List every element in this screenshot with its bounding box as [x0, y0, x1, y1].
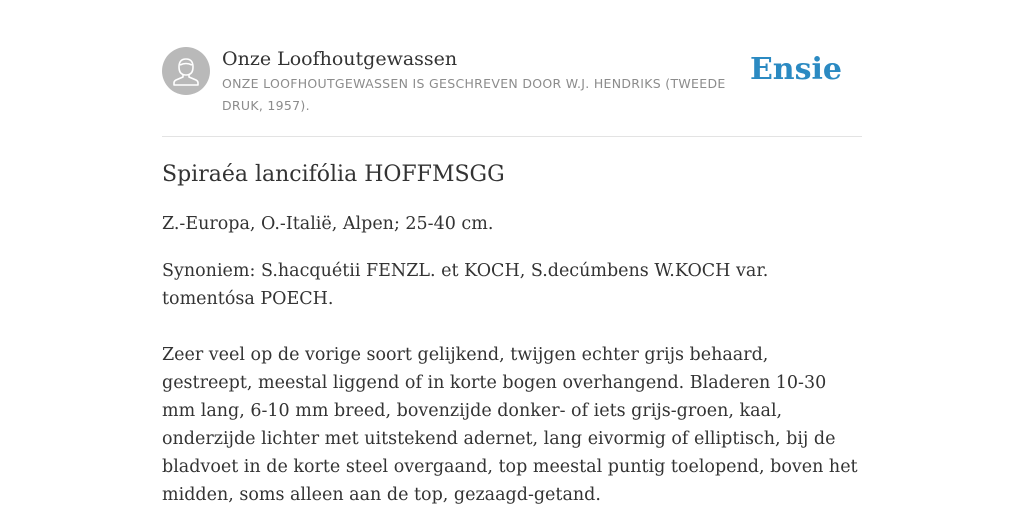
book-header	[162, 46, 862, 137]
brand-logo[interactable]: Ensie	[749, 52, 842, 87]
entry-origin: Z.-Europa, O.-Italië, Alpen; 25-40 cm.	[162, 214, 494, 234]
book-description: ONZE LOOFHOUTGEWASSEN IS GESCHREVEN DOOR W.J. HENDRIKS (TWEEDE DRUK, 1957).	[222, 76, 726, 113]
entry-description: Zeer veel op de vorige soort gelijkend, twijgen echter grijs behaard, gestreept, meestal liggend of in korte bogen overhangend. Bladeren 10-30 mm lang, 6-10 mm breed, bovenzijde donker- of iets grijs-groen, kaal, onderzijde lichter met uitstekend adernet, lang eivormig of elliptisch, bij de bladvoet in de korte steel overgaand, top meestal puntig toelopend, boven het midden, soms alleen aan de top, gezaagd-getand.	[162, 345, 858, 505]
book-title[interactable]: Onze Loofhoutgewassen	[222, 48, 458, 70]
entry-title: Spiraéa lancifólia HOFFMSGG	[162, 162, 505, 187]
entry-content	[162, 158, 862, 509]
user-silhouette-icon	[162, 47, 210, 95]
avatar[interactable]	[162, 47, 210, 95]
entry-synonyms: Synoniem: S.hacquétii FENZL. et KOCH, S.decúmbens W.KOCH var. tomentósa POECH.	[162, 261, 769, 309]
